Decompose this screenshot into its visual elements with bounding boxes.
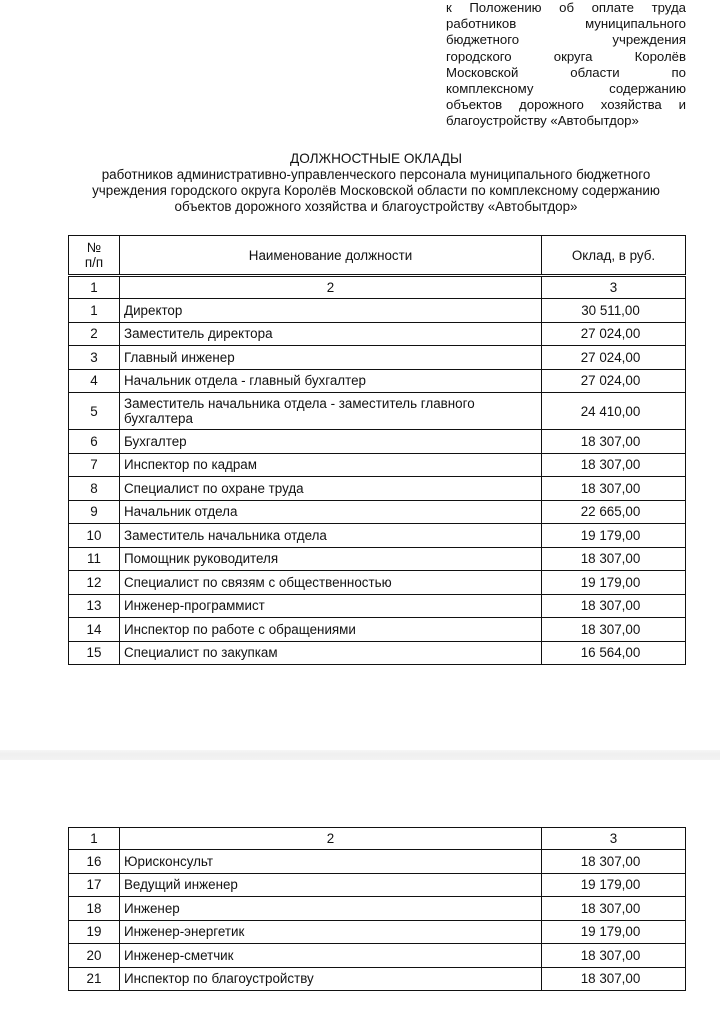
table-row xyxy=(69,850,686,874)
table-row xyxy=(69,618,686,642)
title-main: ДОЛЖНОСТНЫЕ ОКЛАДЫ xyxy=(289,151,463,166)
row-number: 11 xyxy=(69,547,120,571)
column-number: 2 xyxy=(120,276,542,299)
salary-value: 27 024,00 xyxy=(542,322,686,346)
row-number: 4 xyxy=(69,369,120,393)
position-name: Ведущий инженер xyxy=(120,873,542,897)
title-subtitle-line: работников административно-управленческого персонала муниципального бюджетного xyxy=(101,167,651,182)
row-number: 7 xyxy=(69,453,120,477)
table-row xyxy=(69,346,686,370)
salary-table-part-1 xyxy=(68,235,686,665)
table-row xyxy=(69,547,686,571)
column-number: 1 xyxy=(69,276,120,299)
position-name: Юрисконсульт xyxy=(120,850,542,874)
position-name: Инженер xyxy=(120,897,542,921)
salary-value: 19 179,00 xyxy=(542,920,686,944)
row-number: 6 xyxy=(69,430,120,454)
column-number: 3 xyxy=(542,828,686,850)
title-subtitle-line: объектов дорожного хозяйства и благоустройству «Автобытдор» xyxy=(174,199,578,214)
salary-value: 27 024,00 xyxy=(542,369,686,393)
header-number-line1: № xyxy=(86,240,102,255)
salary-value: 18 307,00 xyxy=(542,944,686,968)
row-number: 9 xyxy=(69,500,120,524)
table-row xyxy=(69,897,686,921)
table-row xyxy=(69,393,686,430)
header-salary: Оклад, в руб. xyxy=(542,236,686,276)
row-number: 20 xyxy=(69,944,120,968)
row-number: 3 xyxy=(69,346,120,370)
appendix-line: объектов дорожного хозяйства и xyxy=(446,97,686,113)
row-number: 13 xyxy=(69,594,120,618)
table-header-row xyxy=(69,236,686,276)
appendix-line: благоустройству «Автобытдор» xyxy=(446,113,639,129)
appendix-line: работников муниципального xyxy=(446,16,686,32)
row-number: 12 xyxy=(69,571,120,595)
position-name: Специалист по закупкам xyxy=(120,641,542,665)
salary-value: 18 307,00 xyxy=(542,430,686,454)
salary-value: 30 511,00 xyxy=(542,299,686,323)
salary-value: 18 307,00 xyxy=(542,477,686,501)
table-row xyxy=(69,299,686,323)
salary-value: 18 307,00 xyxy=(542,618,686,642)
row-number: 2 xyxy=(69,322,120,346)
appendix-line: комплексному содержанию xyxy=(446,80,686,96)
position-name: Специалист по охране труда xyxy=(120,477,542,501)
appendix-line: Московской области по xyxy=(446,64,686,80)
position-name: Начальник отдела - главный бухгалтер xyxy=(120,369,542,393)
column-number: 3 xyxy=(542,276,686,299)
table-row xyxy=(69,453,686,477)
table-row xyxy=(69,430,686,454)
position-name: Инженер-энергетик xyxy=(120,920,542,944)
salary-value: 22 665,00 xyxy=(542,500,686,524)
column-number: 1 xyxy=(69,828,120,850)
row-number: 16 xyxy=(69,850,120,874)
title-subtitle-line: учреждения городского округа Королёв Московской области по комплексному содержанию xyxy=(92,183,660,198)
table-row xyxy=(69,944,686,968)
salary-value: 27 024,00 xyxy=(542,346,686,370)
header-number-line2: п/п xyxy=(84,255,104,270)
row-number: 21 xyxy=(69,967,120,991)
table-row xyxy=(69,967,686,991)
salary-value: 18 307,00 xyxy=(542,453,686,477)
position-name: Директор xyxy=(120,299,542,323)
position-name: Заместитель директора xyxy=(120,322,542,346)
document-page-2 xyxy=(0,760,720,1015)
header-position: Наименование должности xyxy=(120,236,542,276)
salary-value: 24 410,00 xyxy=(542,393,686,430)
table-row xyxy=(69,920,686,944)
row-number: 15 xyxy=(69,641,120,665)
salary-value: 18 307,00 xyxy=(542,967,686,991)
position-name: Инспектор по работе с обращениями xyxy=(120,618,542,642)
page-separator xyxy=(0,750,720,760)
appendix-line: к Положению об оплате труда xyxy=(446,0,686,15)
row-number: 10 xyxy=(69,524,120,548)
table-row xyxy=(69,641,686,665)
table-row xyxy=(69,524,686,548)
position-name: Начальник отдела xyxy=(120,500,542,524)
header-number xyxy=(69,236,120,276)
position-name: Главный инженер xyxy=(120,346,542,370)
position-name: Инспектор по благоустройству xyxy=(120,967,542,991)
table-row xyxy=(69,477,686,501)
table-row xyxy=(69,500,686,524)
position-name: Заместитель начальника отдела - заместитель главного бухгалтера xyxy=(120,393,542,430)
table-row xyxy=(69,322,686,346)
position-name: Инспектор по кадрам xyxy=(120,453,542,477)
salary-value: 19 179,00 xyxy=(542,571,686,595)
row-number: 14 xyxy=(69,618,120,642)
position-name: Помощник руководителя xyxy=(120,547,542,571)
salary-table-part-2 xyxy=(68,827,686,991)
salary-value: 18 307,00 xyxy=(542,897,686,921)
row-number: 5 xyxy=(69,393,120,430)
row-number: 1 xyxy=(69,299,120,323)
position-name: Инженер-программист xyxy=(120,594,542,618)
salary-value: 18 307,00 xyxy=(542,594,686,618)
position-name: Заместитель начальника отдела xyxy=(120,524,542,548)
salary-value: 18 307,00 xyxy=(542,850,686,874)
salary-value: 19 179,00 xyxy=(542,524,686,548)
table-row xyxy=(69,594,686,618)
row-number: 8 xyxy=(69,477,120,501)
position-name: Инженер-сметчик xyxy=(120,944,542,968)
salary-value: 19 179,00 xyxy=(542,873,686,897)
salary-value: 18 307,00 xyxy=(542,547,686,571)
column-number: 2 xyxy=(120,828,542,850)
salary-value: 16 564,00 xyxy=(542,641,686,665)
table-row xyxy=(69,369,686,393)
position-name: Бухгалтер xyxy=(120,430,542,454)
column-number-row xyxy=(69,276,686,299)
table-row xyxy=(69,571,686,595)
appendix-reference xyxy=(446,0,686,130)
document-title xyxy=(60,151,692,215)
row-number: 19 xyxy=(69,920,120,944)
row-number: 17 xyxy=(69,873,120,897)
column-number-row xyxy=(69,828,686,850)
row-number: 18 xyxy=(69,897,120,921)
appendix-line: бюджетного учреждения xyxy=(446,32,686,48)
position-name: Специалист по связям с общественностью xyxy=(120,571,542,595)
table-row xyxy=(69,873,686,897)
appendix-line: городского округа Королёв xyxy=(446,48,686,64)
